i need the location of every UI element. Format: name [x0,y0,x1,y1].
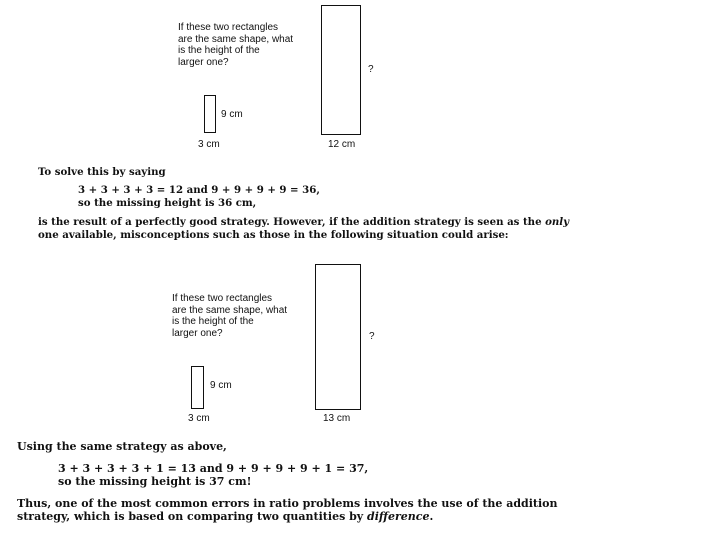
figure-1-small-rectangle [204,95,216,133]
explanation-2-emphasis: difference [367,510,430,523]
figure-2-unknown-height-label: ? [369,331,375,342]
explanation-1-emphasis: only [545,216,570,228]
figure-1-small-width-label: 3 cm [198,139,220,150]
figure-2-small-rectangle [191,366,204,409]
figure-1-large-rectangle [321,5,361,135]
figure-1-question: If these two rectangles are the same shape, what is the height of the larger one? [178,22,294,68]
figure-2-small-height-label: 9 cm [210,380,232,391]
explanation-2-paragraph-text: strategy, which is based on comparing two quantities by [17,510,368,523]
explanation-1-math-line-2: so the missing height is 36 cm, [78,197,257,209]
figure-2-large-rectangle [315,264,361,410]
figure-1-large-width-label: 12 cm [328,139,356,150]
explanation-2-period: . [429,510,434,523]
explanation-2-paragraph-line-2 [17,511,433,524]
explanation-1-paragraph-text: is the result of a perfectly good strategy. However, if the addition strategy is seen as the [38,216,546,228]
explanation-1-intro: To solve this by saying [38,166,166,178]
explanation-2-intro: Using the same strategy as above, [17,440,227,453]
figure-1-unknown-height-label: ? [368,64,374,75]
explanation-1-paragraph-line-2: one available, misconceptions such as those in the following situation could arise: [38,229,509,241]
explanation-2-math-line-1: 3 + 3 + 3 + 3 + 1 = 13 and 9 + 9 + 9 + 9 + 1 = 37, [58,462,369,475]
figure-1-small-height-label: 9 cm [221,109,243,120]
explanation-2-paragraph-line-1: Thus, one of the most common errors in ratio problems involves the use of the addition [17,497,558,510]
explanation-1-paragraph-line-1 [38,216,569,229]
explanation-1-math-line-1: 3 + 3 + 3 + 3 = 12 and 9 + 9 + 9 + 9 = 36, [78,184,320,196]
figure-2-large-width-label: 13 cm [323,413,351,424]
figure-2-small-width-label: 3 cm [188,413,210,424]
figure-2-question: If these two rectangles are the same shape, what is the height of the larger one? [172,293,288,339]
explanation-2-math-line-2: so the missing height is 37 cm! [58,475,252,488]
